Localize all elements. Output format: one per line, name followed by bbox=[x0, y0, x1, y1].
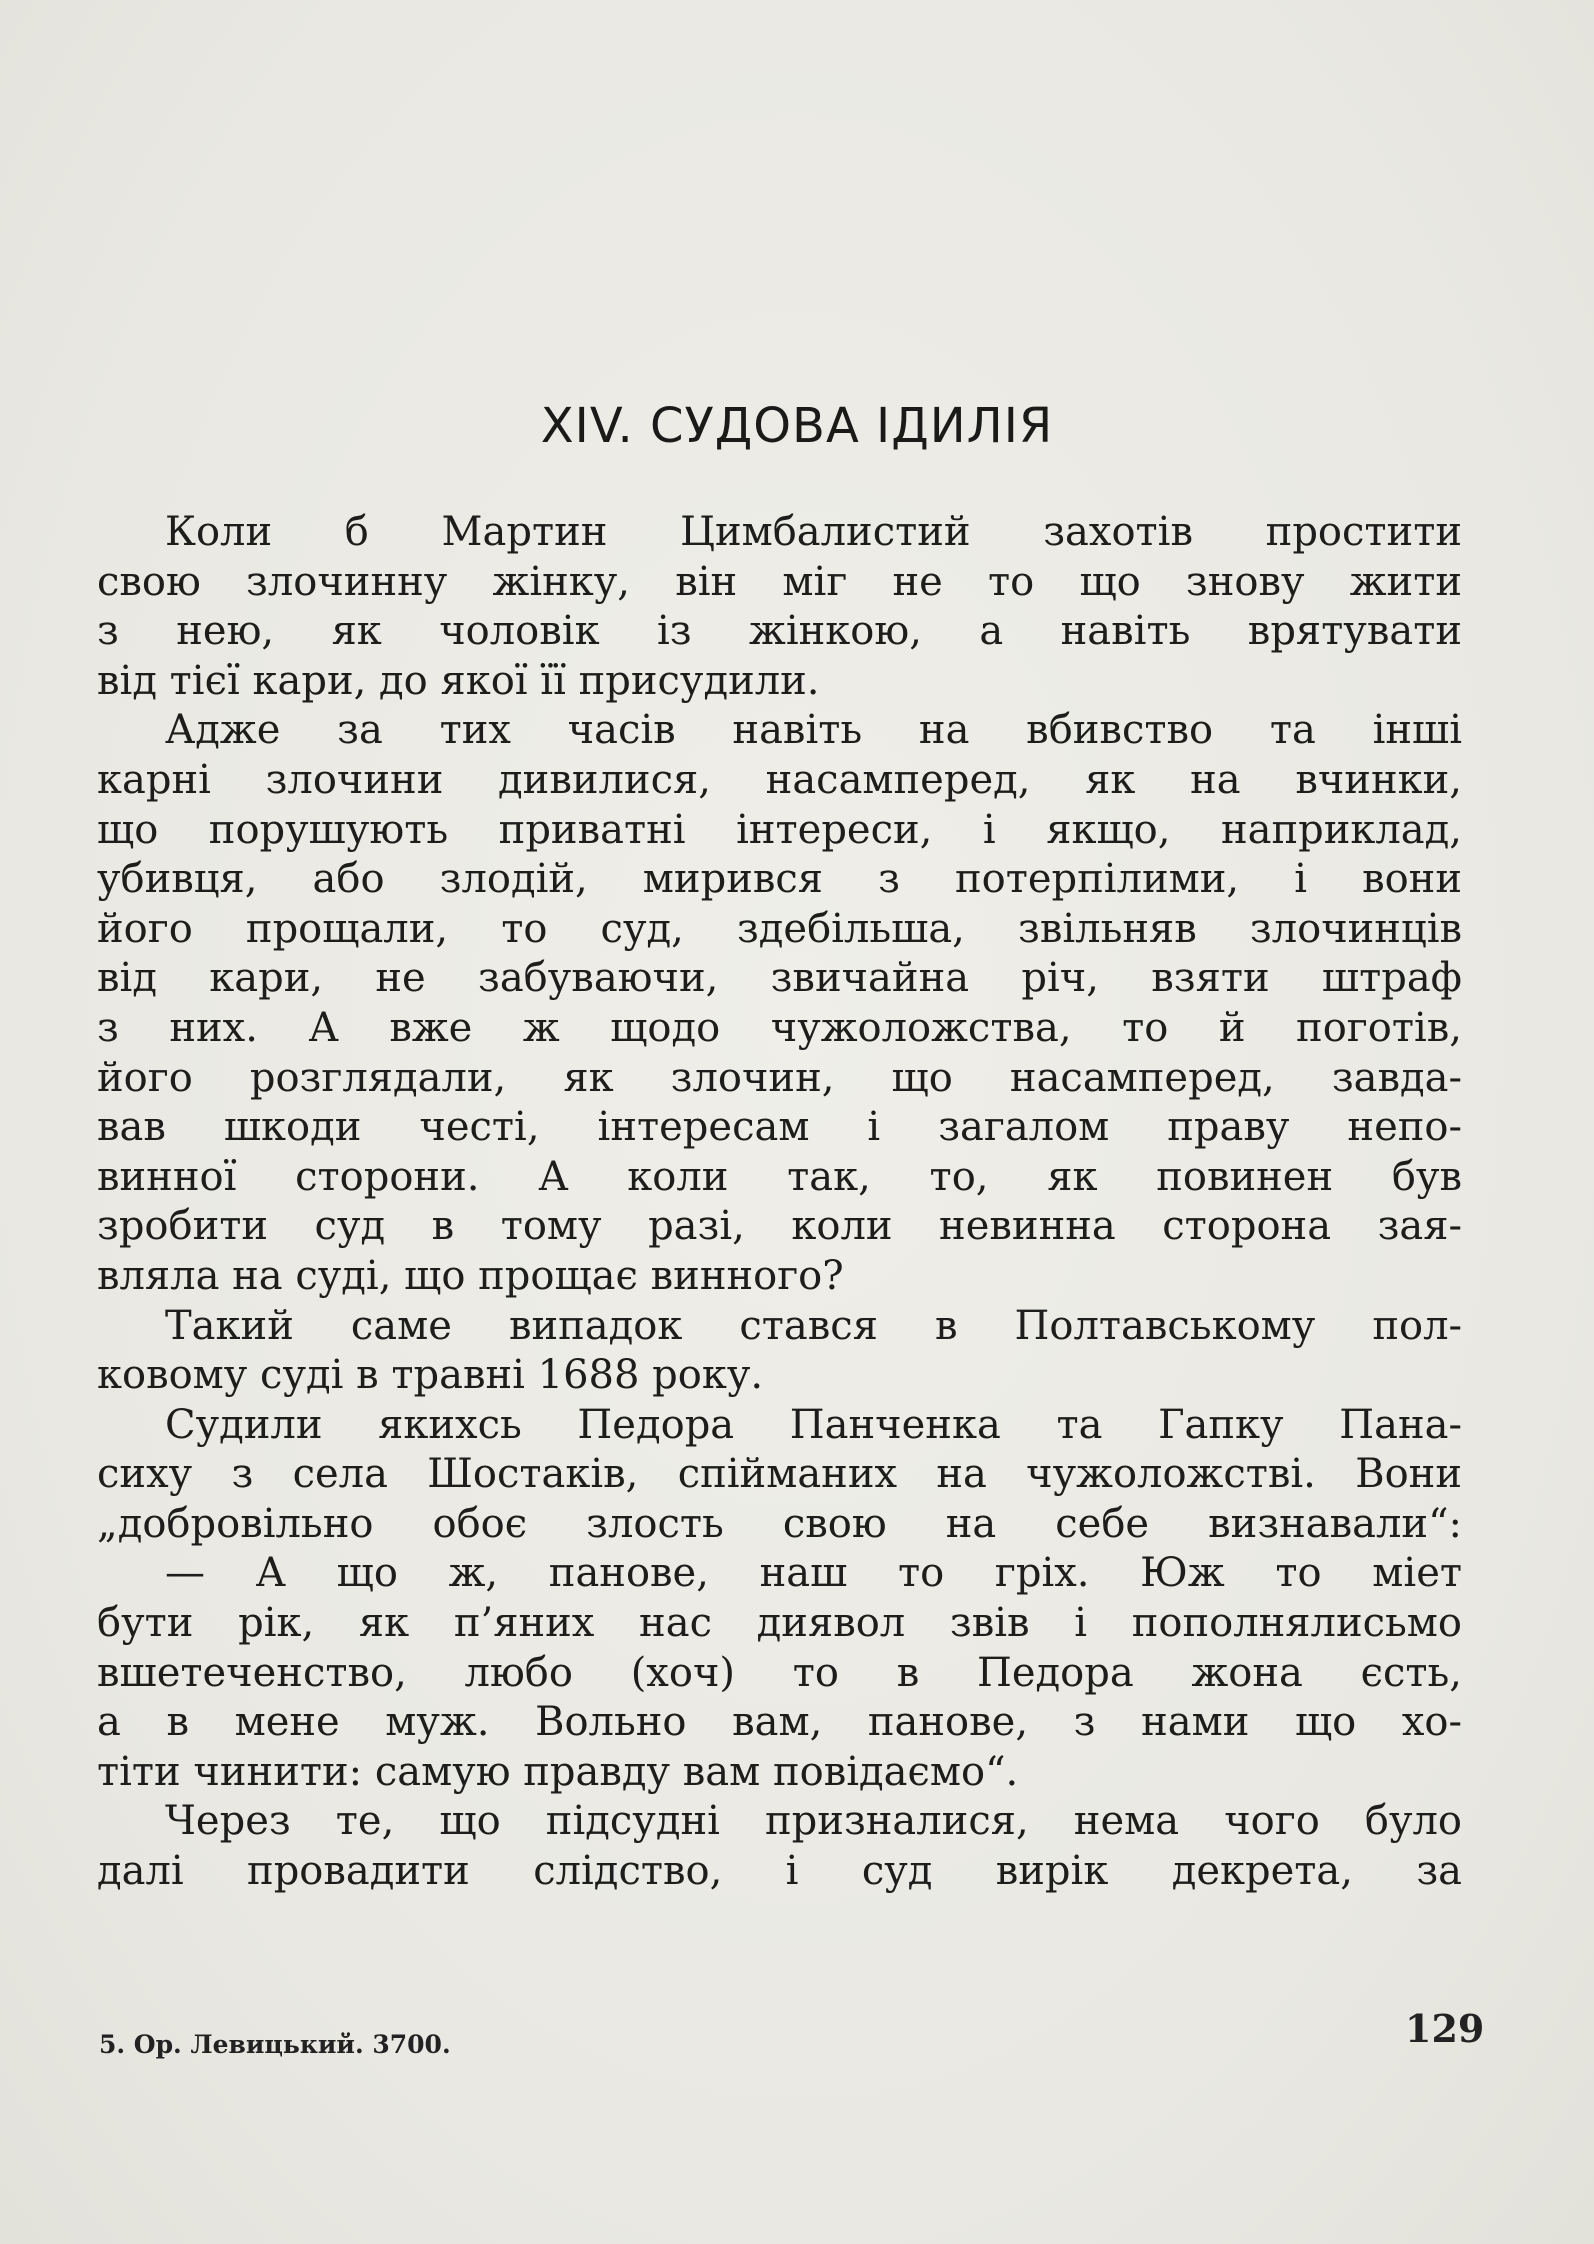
text-line: далі провадити слідство, і суд вирік декрета, за bbox=[97, 1848, 1462, 1895]
chapter-body bbox=[97, 508, 1462, 1897]
text-line: бути рік, як п’яних нас диявол звів і пополнялисьмо bbox=[97, 1600, 1462, 1647]
text-line: „добровільно обоє злость свою на себе визнавали“: bbox=[97, 1500, 1462, 1547]
text-line: вшетеченство, любо (хоч) то в Педора жона єсть, bbox=[97, 1649, 1462, 1696]
text-line: сиху з села Шостаків, спійманих на чужоложстві. Вони bbox=[97, 1451, 1462, 1498]
text-line: а в мене муж. Вольно вам, панове, з нами що хо- bbox=[97, 1699, 1462, 1746]
text-line: з нею, як чоловік із жінкою, а навіть врятувати bbox=[97, 608, 1462, 655]
text-line: Такий саме випадок стався в Полтавському пол- bbox=[165, 1302, 1462, 1349]
text-line: Судили якихсь Педора Панченка та Гапку Пана- bbox=[165, 1401, 1462, 1448]
text-line: вляла на суді, що прощає винного? bbox=[97, 1252, 844, 1299]
text-line: карні злочини дивилися, насамперед, як на вчинки, bbox=[97, 756, 1462, 803]
text-line: його прощали, то суд, здебільша, звільняв злочинців bbox=[97, 905, 1462, 952]
text-line: Через те, що підсудні призналися, нема чого було bbox=[165, 1798, 1462, 1845]
text-line: що порушують приватні інтереси, і якщо, наприклад, bbox=[97, 806, 1462, 853]
text-line: винної сторони. А коли так, то, як повинен був bbox=[97, 1153, 1462, 1200]
text-line: свою злочинну жінку, він міг не то що знову жити bbox=[97, 558, 1462, 605]
text-line: тіти чинити: самую правду вам повідаємо“. bbox=[97, 1748, 1019, 1795]
text-line: від тієї кари, до якої її присудили. bbox=[97, 657, 820, 704]
chapter-title: XIV. СУДОВА ІДИЛІЯ bbox=[540, 398, 1054, 454]
printer-signature: 5. Ор. Левицький. 3700. bbox=[99, 2030, 451, 2059]
text-line: ковому суді в травні 1688 року. bbox=[97, 1352, 764, 1399]
text-line: з них. А вже ж щодо чужоложства, то й поготів, bbox=[97, 1004, 1462, 1051]
text-line: від кари, не забуваючи, звичайна річ, взяти штраф bbox=[97, 955, 1462, 1002]
text-line: Коли б Мартин Цимбалистий захотів простити bbox=[165, 509, 1462, 555]
text-line: його розглядали, як злочин, що насамперед, завда- bbox=[97, 1054, 1462, 1101]
text-line: Адже за тих часів навіть на вбивство та інші bbox=[165, 707, 1462, 754]
text-line: убивця, або злодій, мирився з потерпілими, і вони bbox=[97, 856, 1462, 903]
text-line: — А що ж, панове, наш то гріх. Юж то міет bbox=[165, 1550, 1462, 1597]
page-number: 129 bbox=[1405, 2006, 1485, 2051]
text-line: вав шкоди честі, інтересам і загалом праву непо- bbox=[97, 1104, 1462, 1151]
text-line: зробити суд в тому разі, коли невинна сторона зая- bbox=[97, 1203, 1462, 1250]
